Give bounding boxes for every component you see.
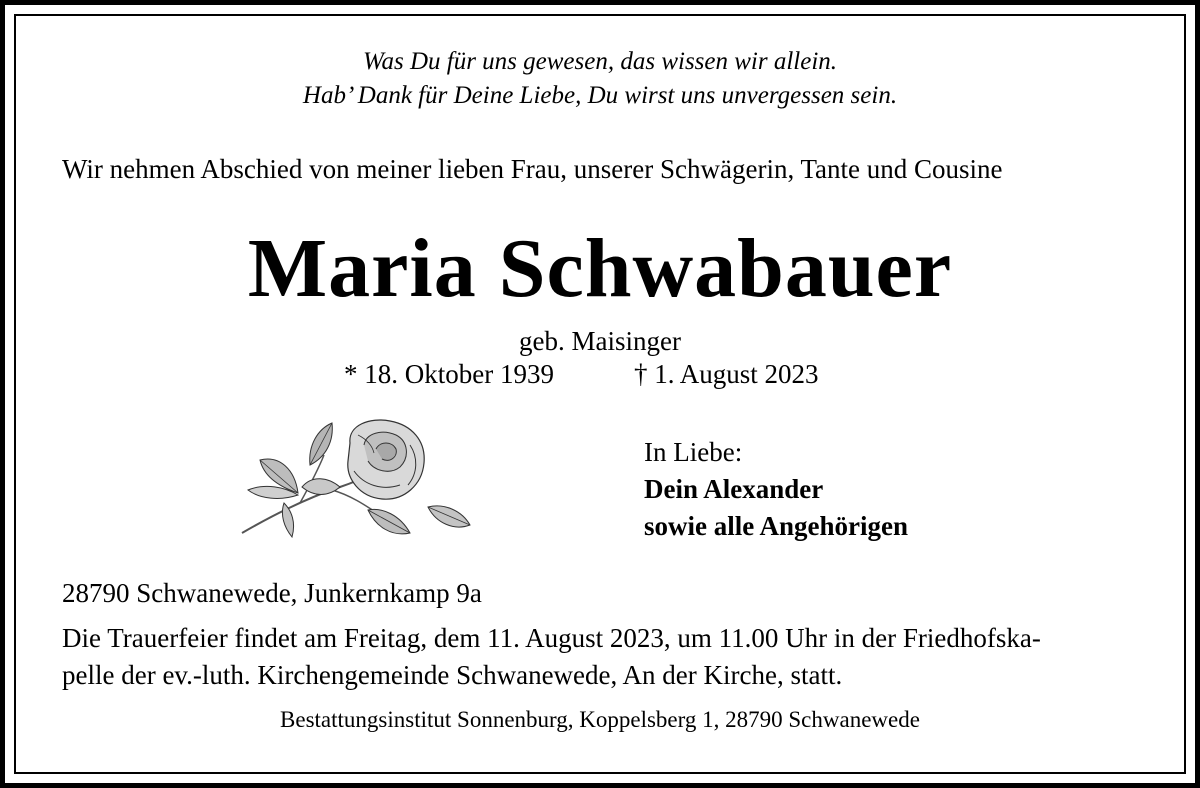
mourners-block [644,434,908,545]
address: 28790 Schwanewede, Junkernkamp 9a [62,578,482,608]
rose-icon [240,415,475,550]
death-date: † 1. August 2023 [634,359,819,389]
deceased-name: Maria Schwabauer [247,222,953,315]
service-text [62,620,1041,694]
funeral-home: Bestattungsinstitut Sonnenburg, Koppelsberg 1, 28790 Schwanewede [280,707,920,732]
service-line-2: pelle der ev.-luth. Kirchengemeinde Schwanewede, An der Kirche, statt. [62,660,843,690]
intro-text: Wir nehmen Abschied von meiner lieben Frau, unserer Schwägerin, Tante und Cousine [62,154,1003,184]
mourners-heading: In Liebe: [644,437,743,467]
maiden-name: geb. Maisinger [519,326,681,356]
mourner-line-2: sowie alle Angehörigen [644,511,908,541]
motto-line-2: Hab’ Dank für Deine Liebe, Du wirst uns unvergessen sein. [302,82,898,109]
service-line-1: Die Trauerfeier findet am Freitag, dem 11. August 2023, um 11.00 Uhr in der Friedhofska- [62,623,1041,653]
mourner-line-1: Dein Alexander [644,474,824,504]
motto-line-1: Was Du für uns gewesen, das wissen wir allein. [362,48,838,75]
birth-date: * 18. Oktober 1939 [344,359,554,389]
